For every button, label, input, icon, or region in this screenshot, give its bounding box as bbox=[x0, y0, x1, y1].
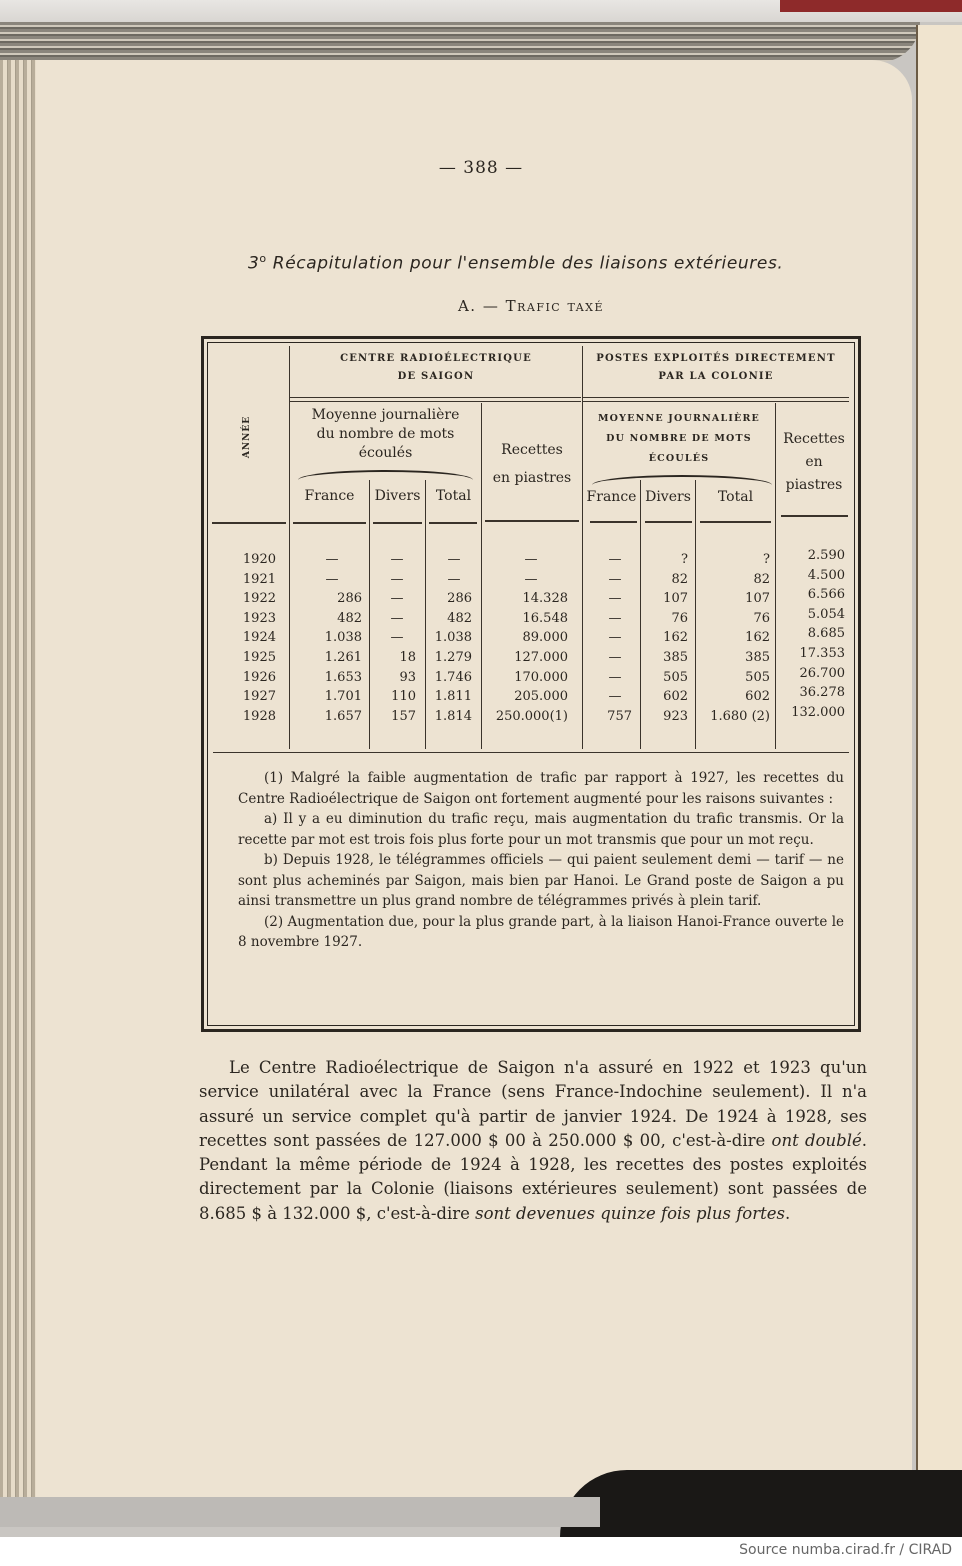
facing-page bbox=[916, 25, 962, 1500]
table-row bbox=[0, 704, 962, 727]
cell-c-france: — bbox=[608, 591, 622, 607]
underline-c-france bbox=[590, 521, 637, 523]
cell-year: 1923 bbox=[242, 610, 276, 626]
cell-c-france: — bbox=[608, 610, 622, 626]
cell-c-divers: 923 bbox=[663, 708, 688, 724]
saigon-receipts-line2: en piastres bbox=[492, 470, 572, 486]
cell-c-receipts: 132.000 bbox=[791, 704, 845, 720]
cell-s-france: 1.261 bbox=[324, 650, 362, 665]
saigon-avg-line2: du nombre de mots bbox=[316, 426, 455, 442]
scan-bottom-shadow bbox=[560, 1470, 962, 1537]
footnote-1: (1) Malgré la faible augmentation de trafic par rapport à 1927, les recettes du Centre Radioélectrique de Saigon ont fortement augmenté pour les raisons suivantes : bbox=[238, 770, 844, 807]
saigon-receipts-line1: Recettes bbox=[501, 442, 563, 458]
cell-c-receipts: 36.278 bbox=[799, 685, 845, 701]
cell-year: 1921 bbox=[242, 571, 276, 587]
saigon-avg-line1: Moyenne journalière bbox=[311, 407, 460, 423]
cell-s-total: 1.814 bbox=[434, 708, 472, 724]
cell-s-france: 1.657 bbox=[324, 708, 362, 724]
cell-s-receipts: 205.000 bbox=[514, 689, 568, 705]
cell-c-divers: 505 bbox=[663, 669, 688, 685]
cell-year: 1928 bbox=[242, 708, 276, 724]
colony-total-header: Total bbox=[717, 489, 754, 505]
underline-s-receipts bbox=[485, 520, 579, 522]
footnote-2: (2) Augmentation due, pour la plus grande part, à la liaison Hanoi-France ouverte le 8 novembre 1927. bbox=[238, 913, 844, 950]
cell-c-france: — bbox=[608, 571, 622, 587]
cell-year: 1926 bbox=[242, 669, 276, 685]
saigon-france-header: France bbox=[304, 488, 355, 504]
body-emphasis-1: ont doublé bbox=[771, 1130, 862, 1150]
cell-c-total: 76 bbox=[753, 610, 770, 626]
cell-c-total: 162 bbox=[745, 630, 770, 646]
colony-receipts-header bbox=[776, 428, 852, 497]
colony-avg-line2: DU NOMBRE DE MOTS bbox=[606, 433, 752, 444]
body-text-3: . bbox=[784, 1203, 791, 1223]
header-rule-saigon bbox=[289, 397, 581, 398]
cell-s-divers: — bbox=[390, 571, 404, 587]
header-rule-colony bbox=[583, 397, 849, 398]
cell-s-divers: — bbox=[390, 552, 404, 567]
table-bottom-rule bbox=[213, 752, 849, 753]
colony-avg-line1: MOYENNE JOURNALIÈRE bbox=[597, 413, 761, 424]
header-rule-saigon-2 bbox=[289, 401, 581, 402]
cell-c-receipts: 6.566 bbox=[807, 587, 845, 603]
cell-s-divers: — bbox=[390, 630, 404, 646]
cell-year: 1920 bbox=[242, 552, 276, 567]
saigon-avg-header bbox=[290, 406, 481, 463]
cell-s-receipts: — bbox=[524, 571, 538, 587]
colony-avg-header bbox=[583, 409, 775, 469]
body-text-1: Le Centre Radioélectrique de Saigon n'a assuré en 1922 et 1923 qu'un service unilatéral avec la France (sens France-Indochine seulement). Il n'a assuré un service complet qu'à partir de janvier 1924. De 1924 à 1928, ses recettes sont passées de 127.000 $ 00 à 250.000 $ 00, c'est-à-dire bbox=[199, 1058, 867, 1150]
cell-c-divers: 602 bbox=[663, 689, 688, 705]
section-ordinal: o bbox=[259, 252, 267, 265]
cell-c-france: — bbox=[608, 650, 622, 665]
cell-c-divers: 82 bbox=[671, 571, 688, 587]
cell-c-total: 602 bbox=[745, 689, 770, 705]
cell-s-receipts: 127.000 bbox=[514, 650, 568, 665]
cell-s-total: 482 bbox=[447, 610, 472, 626]
page-number: — 388 — bbox=[438, 158, 524, 178]
cell-c-receipts: 17.353 bbox=[799, 646, 845, 661]
table-subtitle: A. — Trafic taxé bbox=[457, 297, 605, 315]
cell-c-divers: 107 bbox=[663, 591, 688, 607]
cell-s-france: 482 bbox=[337, 610, 362, 626]
cell-year: 1922 bbox=[242, 591, 276, 607]
group-header-saigon bbox=[290, 352, 582, 383]
cell-s-receipts: 250.000(1) bbox=[495, 708, 568, 724]
table-footnotes bbox=[238, 768, 844, 953]
underline-s-total bbox=[429, 522, 477, 524]
saigon-total-header: Total bbox=[435, 488, 472, 504]
cell-year: 1924 bbox=[242, 630, 276, 646]
cell-s-divers: 110 bbox=[391, 689, 416, 705]
body-emphasis-2: sont devenues quinze fois plus fortes bbox=[475, 1203, 785, 1223]
page-edges-top bbox=[0, 22, 920, 62]
saigon-avg-line3: écoulés bbox=[358, 445, 413, 461]
footnote-1b: b) Depuis 1928, le télégrammes officiels — qui paient seulement demi — tarif — ne sont plus acheminés par Saigon, mais bien par Hanoi. Le Grand poste de Saigon a pu ainsi transmettre un plus grand nombre de télégrammes privés à plein tarif. bbox=[238, 852, 844, 909]
cell-s-total: — bbox=[447, 571, 461, 587]
cell-s-france: — bbox=[325, 571, 339, 587]
underline-c-divers bbox=[645, 521, 692, 523]
group-saigon-line1: CENTRE RADIOÉLECTRIQUE bbox=[340, 353, 532, 364]
cell-s-total: 1.038 bbox=[434, 630, 472, 646]
cell-s-france: 286 bbox=[337, 591, 362, 607]
scan-bottom-edge bbox=[0, 1497, 600, 1527]
underline-year bbox=[212, 522, 286, 524]
cell-c-divers: 76 bbox=[671, 610, 688, 626]
cell-c-france: — bbox=[608, 689, 622, 705]
cell-s-total: 1.746 bbox=[434, 669, 472, 685]
group-saigon-line2: DE SAIGON bbox=[397, 370, 475, 382]
cell-c-total: 1.680 (2) bbox=[710, 708, 770, 724]
cell-s-total: 286 bbox=[447, 591, 472, 607]
cell-s-receipts: 89.000 bbox=[522, 630, 568, 646]
saigon-receipts-header bbox=[482, 436, 582, 492]
colony-receipts-line2: en bbox=[805, 454, 823, 470]
cell-c-total: 505 bbox=[745, 669, 770, 685]
cell-c-receipts: 26.700 bbox=[799, 665, 845, 681]
cell-s-receipts: — bbox=[524, 552, 538, 567]
cell-s-france: 1.038 bbox=[324, 630, 362, 646]
cell-c-france: — bbox=[608, 552, 622, 567]
cell-c-divers: ? bbox=[681, 552, 688, 567]
book-cover-edge bbox=[780, 0, 962, 12]
cell-s-divers: 157 bbox=[391, 708, 416, 724]
cell-s-france: — bbox=[325, 552, 339, 567]
cell-s-receipts: 14.328 bbox=[522, 591, 568, 607]
cell-s-france: 1.701 bbox=[324, 689, 362, 705]
cell-s-total: — bbox=[447, 552, 461, 567]
cell-s-divers: 18 bbox=[399, 650, 416, 665]
footnote-1a: a) Il y a eu diminution du trafic reçu, mais augmentation du trafic transmis. Or la recette par mot est trois fois plus forte pour un mot transmis que pour un mot reçu. bbox=[238, 811, 844, 848]
cell-c-total: 107 bbox=[745, 591, 770, 607]
section-title bbox=[248, 252, 783, 274]
colony-avg-line3: ÉCOULÉS bbox=[648, 453, 710, 464]
cell-c-total: 385 bbox=[745, 650, 770, 665]
group-header-colony bbox=[583, 352, 849, 383]
cell-s-divers: — bbox=[390, 591, 404, 607]
cell-s-total: 1.811 bbox=[434, 689, 472, 705]
cell-s-divers: — bbox=[390, 610, 404, 626]
cell-s-receipts: 170.000 bbox=[514, 669, 568, 685]
cell-year: 1927 bbox=[242, 689, 276, 705]
cell-c-receipts: 8.685 bbox=[807, 626, 845, 642]
body-text-2: . Pendant la même période de 1924 à 1928, les recettes des postes exploités directement par la Colonie (liaisons extérieures seulement) sont passées de 8.685 $ à 132.000 $, c'est-à-dire bbox=[199, 1130, 867, 1223]
underline-s-france bbox=[293, 522, 366, 524]
source-credit: Source numba.cirad.fr / CIRAD bbox=[739, 1542, 952, 1558]
header-rule-colony-2 bbox=[583, 401, 849, 402]
cell-c-france: 757 bbox=[607, 708, 632, 724]
cell-s-divers: 93 bbox=[399, 669, 416, 685]
cell-c-france: — bbox=[608, 669, 622, 685]
colony-receipts-line3: piastres bbox=[785, 477, 843, 493]
cell-c-receipts: 5.054 bbox=[807, 606, 845, 622]
colony-receipts-line1: Recettes bbox=[783, 431, 845, 447]
saigon-divers-header: Divers bbox=[374, 488, 421, 504]
body-paragraph bbox=[199, 1056, 867, 1226]
cell-year: 1925 bbox=[242, 650, 276, 665]
group-colony-line1: POSTES EXPLOITÉS DIRECTEMENT bbox=[596, 353, 836, 364]
section-number: 3 bbox=[248, 253, 260, 274]
cell-c-receipts: 2.590 bbox=[807, 548, 845, 563]
cell-c-divers: 385 bbox=[663, 650, 688, 665]
group-colony-line2: PAR LA COLONIE bbox=[658, 370, 774, 382]
underline-s-divers bbox=[373, 522, 422, 524]
cell-c-total: 82 bbox=[753, 571, 770, 587]
cell-c-receipts: 4.500 bbox=[807, 567, 845, 583]
underline-c-receipts bbox=[781, 515, 848, 517]
section-title-text: Récapitulation pour l'ensemble des liaisons extérieures. bbox=[272, 253, 784, 274]
cell-c-france: — bbox=[608, 630, 622, 646]
cell-s-receipts: 16.548 bbox=[522, 610, 568, 626]
colony-france-header: France bbox=[586, 489, 637, 505]
cell-s-france: 1.653 bbox=[324, 669, 362, 685]
cell-c-divers: 162 bbox=[663, 630, 688, 646]
cell-c-total: ? bbox=[763, 552, 770, 567]
underline-c-total bbox=[700, 521, 771, 523]
year-header: ANNÉE bbox=[242, 415, 252, 459]
page-edges-left bbox=[0, 60, 36, 1500]
cell-s-total: 1.279 bbox=[434, 650, 472, 665]
colony-divers-header: Divers bbox=[645, 489, 691, 505]
